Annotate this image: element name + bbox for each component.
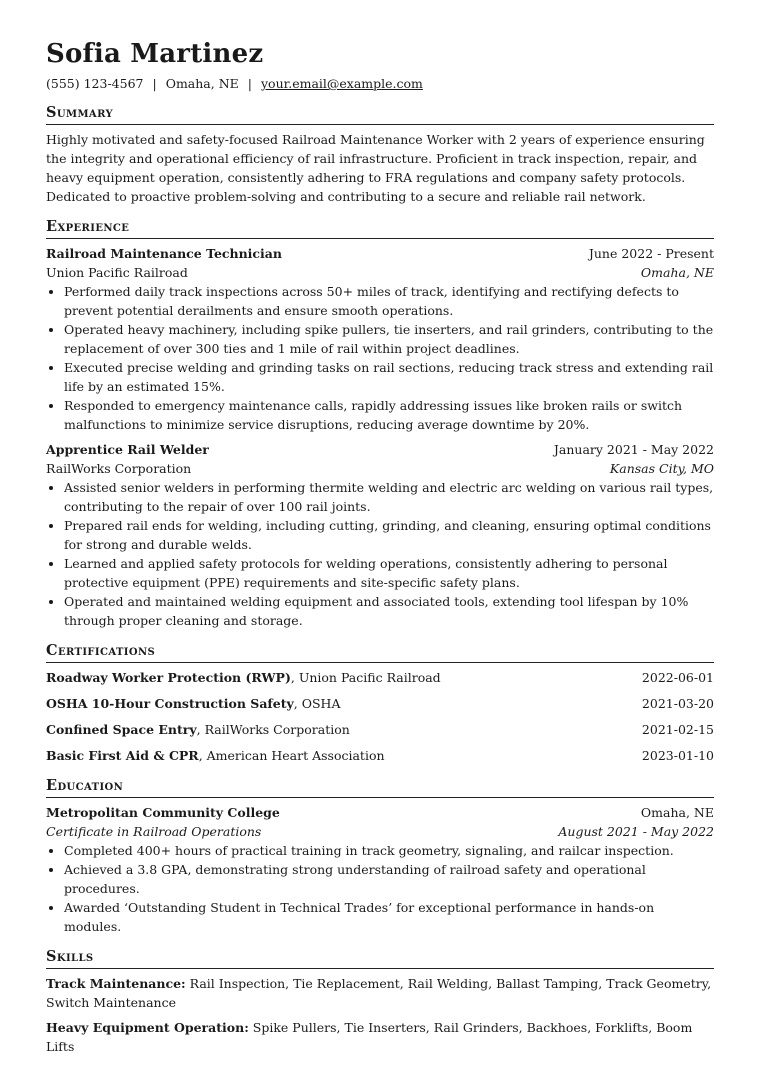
job-entry — [46, 440, 714, 630]
contact-separator: | — [152, 76, 157, 91]
skill-value: Rail Inspection, Tie Replacement, Rail Welding, Ballast Tamping, Track Geometry, Switch Maintenance — [46, 976, 712, 1010]
summary-heading: Summary — [46, 104, 714, 125]
certification-row — [46, 668, 714, 687]
skills-heading: Skills — [46, 948, 714, 969]
cert-issuer: , RailWorks Corporation — [196, 722, 350, 737]
job-location: Omaha, NE — [640, 265, 714, 280]
job-bullets — [46, 282, 714, 434]
certification-row — [46, 694, 714, 713]
list-item: • Completed 400+ hours of practical training in track geometry, signaling, and railcar inspection. — [64, 841, 714, 860]
cert-name: Roadway Worker Protection (RWP) — [46, 670, 291, 685]
skill-row — [46, 1018, 714, 1056]
list-item: • Operated heavy machinery, including spike pullers, tie inserters, and rail grinders, contributing to the replacement of over 300 ties and 1 mile of rail within project deadlines. — [64, 320, 714, 358]
location: Omaha, NE — [165, 76, 239, 91]
cert-issuer: , American Heart Association — [198, 748, 385, 763]
summary-text: Highly motivated and safety-focused Railroad Maintenance Worker with 2 years of experience ensuring the integrity and operational efficiency of rail infrastructure. Proficient in track inspection, repair, and heavy equipment operation, consistently adhering to FRA regulations and company safety protocols. Dedicated to proactive problem-solving and contributing to a secure and reliable rail network. — [46, 132, 705, 204]
job-company: Union Pacific Railroad — [46, 265, 188, 280]
school-location: Omaha, NE — [640, 805, 714, 820]
cert-issuer: , Union Pacific Railroad — [290, 670, 441, 685]
list-item: • Prepared rail ends for welding, including cutting, grinding, and cleaning, ensuring optimal conditions for strong and durable welds. — [64, 516, 714, 554]
job-location: Kansas City, MO — [609, 461, 714, 476]
certification-row — [46, 746, 714, 765]
contact-line — [46, 76, 714, 92]
experience-heading: Experience — [46, 218, 714, 239]
skill-value: Spike Pullers, Tie Inserters, Rail Grinders, Backhoes, Forklifts, Boom Lifts — [46, 1020, 693, 1054]
cert-issuer: , OSHA — [293, 696, 341, 711]
cert-date: 2023-01-10 — [641, 748, 714, 763]
education-heading: Education — [46, 777, 714, 798]
list-item: • Executed precise welding and grinding tasks on rail sections, reducing track stress and extending rail life by an estimated 15%. — [64, 358, 714, 396]
list-item: • Responded to emergency maintenance calls, rapidly addressing issues like broken rails or switch malfunctions to minimize service disruptions, reducing average downtime by 20%. — [64, 396, 714, 434]
skill-row — [46, 974, 714, 1012]
list-item: • Achieved a 3.8 GPA, demonstrating strong understanding of railroad safety and operational procedures. — [64, 860, 714, 898]
list-item: • Assisted senior welders in performing thermite welding and electric arc welding on various rail types, contributing to the repair of over 100 rail joints. — [64, 478, 714, 516]
cert-name: Confined Space Entry — [46, 722, 197, 737]
job-dates: January 2021 - May 2022 — [553, 442, 714, 457]
job-bullets — [46, 478, 714, 630]
list-item: • Operated and maintained welding equipment and associated tools, extending tool lifespan by 10% through proper cleaning and storage. — [64, 592, 714, 630]
job-company: RailWorks Corporation — [46, 461, 192, 476]
job-entry — [46, 244, 714, 434]
school-name: Metropolitan Community College — [46, 805, 280, 820]
program-dates: August 2021 - May 2022 — [558, 824, 714, 839]
list-item: • Learned and applied safety protocols for welding operations, consistently adhering to personal protective equipment (PPE) requirements and site-specific safety plans. — [64, 554, 714, 592]
email-link[interactable]: your.email@example.com — [261, 76, 423, 91]
list-item: • Performed daily track inspections across 50+ miles of track, identifying and rectifying defects to prevent potential derailments and ensure smooth operations. — [64, 282, 714, 320]
phone: (555) 123-4567 — [46, 76, 144, 91]
skill-label: Heavy Equipment Operation: — [46, 1020, 249, 1035]
job-dates: June 2022 - Present — [588, 246, 714, 261]
cert-date: 2022-06-01 — [641, 670, 714, 685]
cert-name: Basic First Aid & CPR — [46, 748, 199, 763]
cert-name: OSHA 10-Hour Construction Safety — [46, 696, 294, 711]
job-role: Railroad Maintenance Technician — [46, 246, 282, 261]
certifications-heading: Certifications — [46, 642, 714, 663]
program-name: Certificate in Railroad Operations — [46, 824, 262, 839]
skill-label: Track Maintenance: — [46, 976, 186, 991]
candidate-name: Sofia Martinez — [46, 39, 264, 69]
cert-date: 2021-02-15 — [641, 722, 714, 737]
cert-date: 2021-03-20 — [641, 696, 714, 711]
certification-row — [46, 720, 714, 739]
list-item: • Awarded ‘Outstanding Student in Technical Trades’ for exceptional performance in hands-on modules. — [64, 898, 714, 936]
contact-separator: | — [247, 76, 252, 91]
education-bullets — [46, 841, 714, 936]
job-role: Apprentice Rail Welder — [46, 442, 209, 457]
